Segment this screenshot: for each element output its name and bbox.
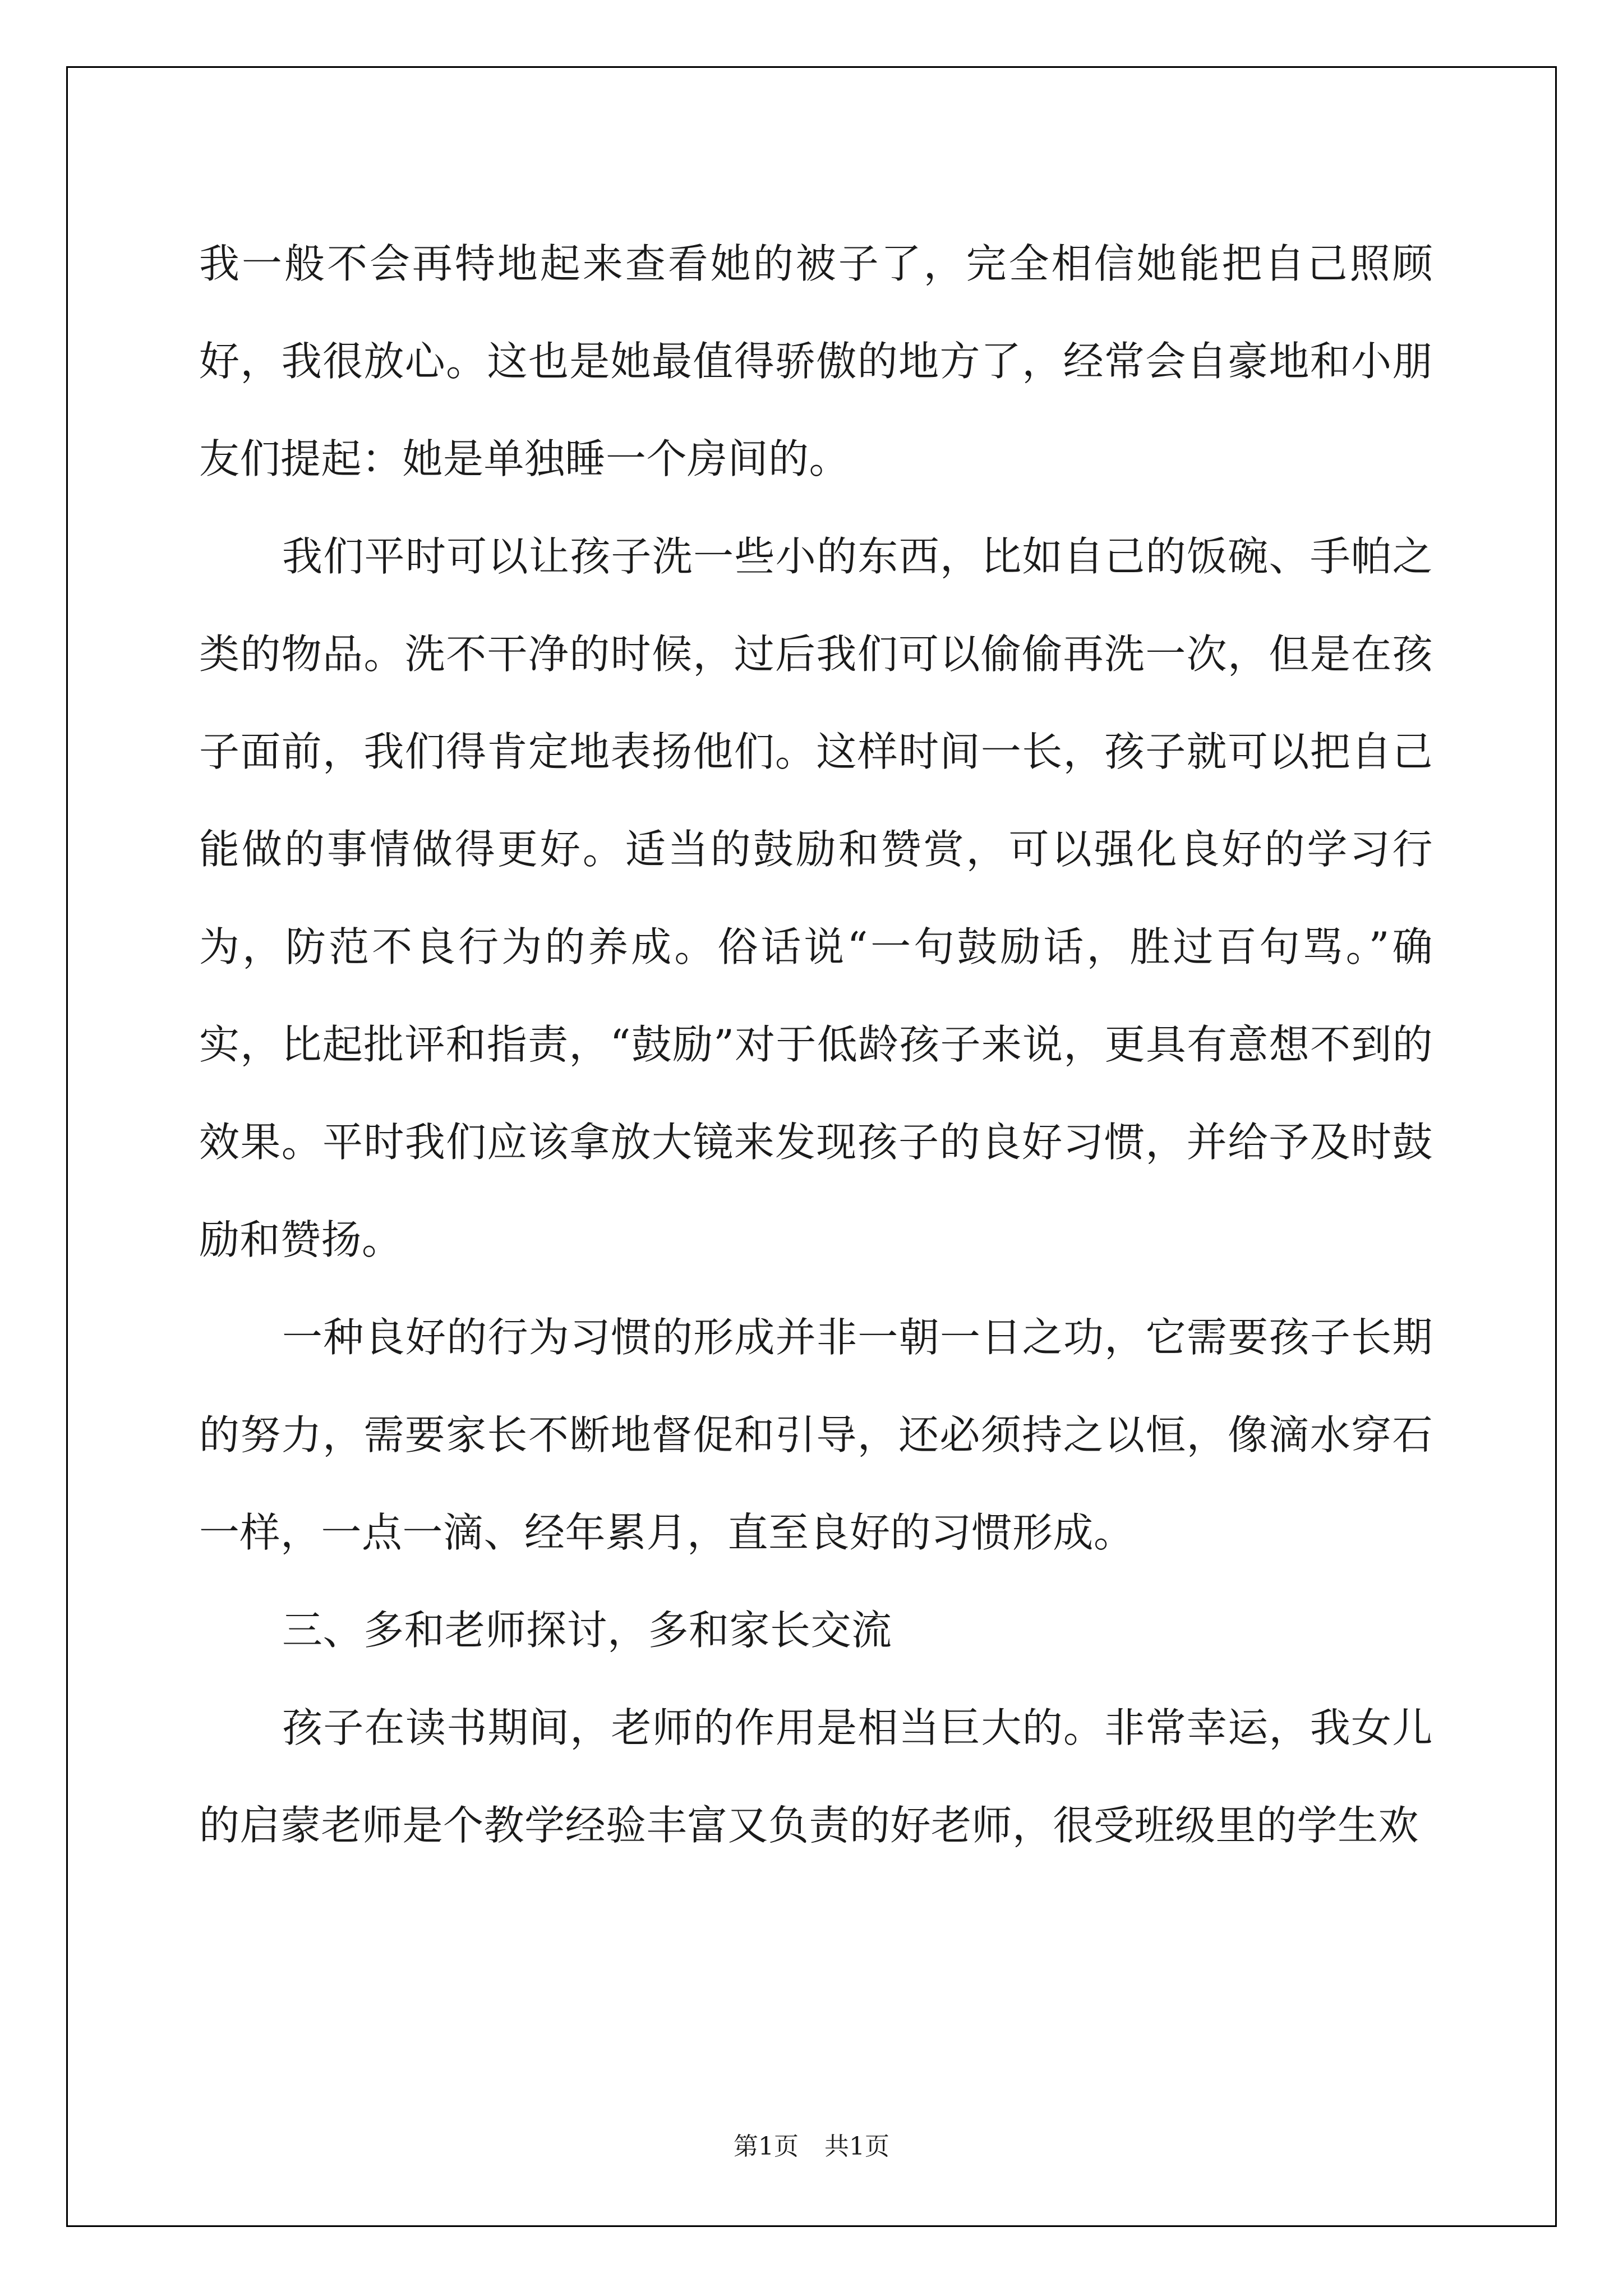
paragraph-2: 我们平时可以让孩子洗一些小的东西，比如自己的饭碗、手帕之类的物品。洗不干净的时候，过后我们可以偷偷再洗一次，但是在孩子面前，我们得肯定地表扬他们。这样时间一长，孩子就可以把自己能做的事情做得更好。适当的鼓励和赞赏，可以强化良好的学习行为，防范不良行为的养成。俗话说“一句鼓励话，胜过百句骂。”确实，比起批评和指责，“鼓励”对于低龄孩子来说，更具有意想不到的效果。平时我们应该拿放大镜来发现孩子的良好习惯，并给予及时鼓励和赞扬。 bbox=[199, 533, 1433, 1263]
paragraph-1: 我一般不会再特地起来查看她的被子了，完全相信她能把自己照顾好，我很放心。这也是她最值得骄傲的地方了，经常会自豪地和小朋友们提起：她是单独睡一个房间的。 bbox=[199, 240, 1433, 482]
page-number: 第1页 bbox=[734, 2132, 799, 2161]
document-body bbox=[199, 215, 1433, 1874]
paragraph-3: 一种良好的行为习惯的形成并非一朝一日之功，它需要孩子长期的努力，需要家长不断地督促和引导，还必须持之以恒，像滴水穿石一样，一点一滴、经年累月，直至良好的习惯形成。 bbox=[199, 1314, 1433, 1556]
paragraph-4: 孩子在读书期间，老师的作用是相当巨大的。非常幸运，我女儿的启蒙老师是个教学经验丰富又负责的好老师，很受班级里的学生欢 bbox=[199, 1704, 1433, 1849]
section-heading: 三、多和老师探讨，多和家长交流 bbox=[282, 1607, 892, 1654]
page-total: 共1页 bbox=[824, 2132, 889, 2161]
page-footer bbox=[0, 2126, 1623, 2162]
